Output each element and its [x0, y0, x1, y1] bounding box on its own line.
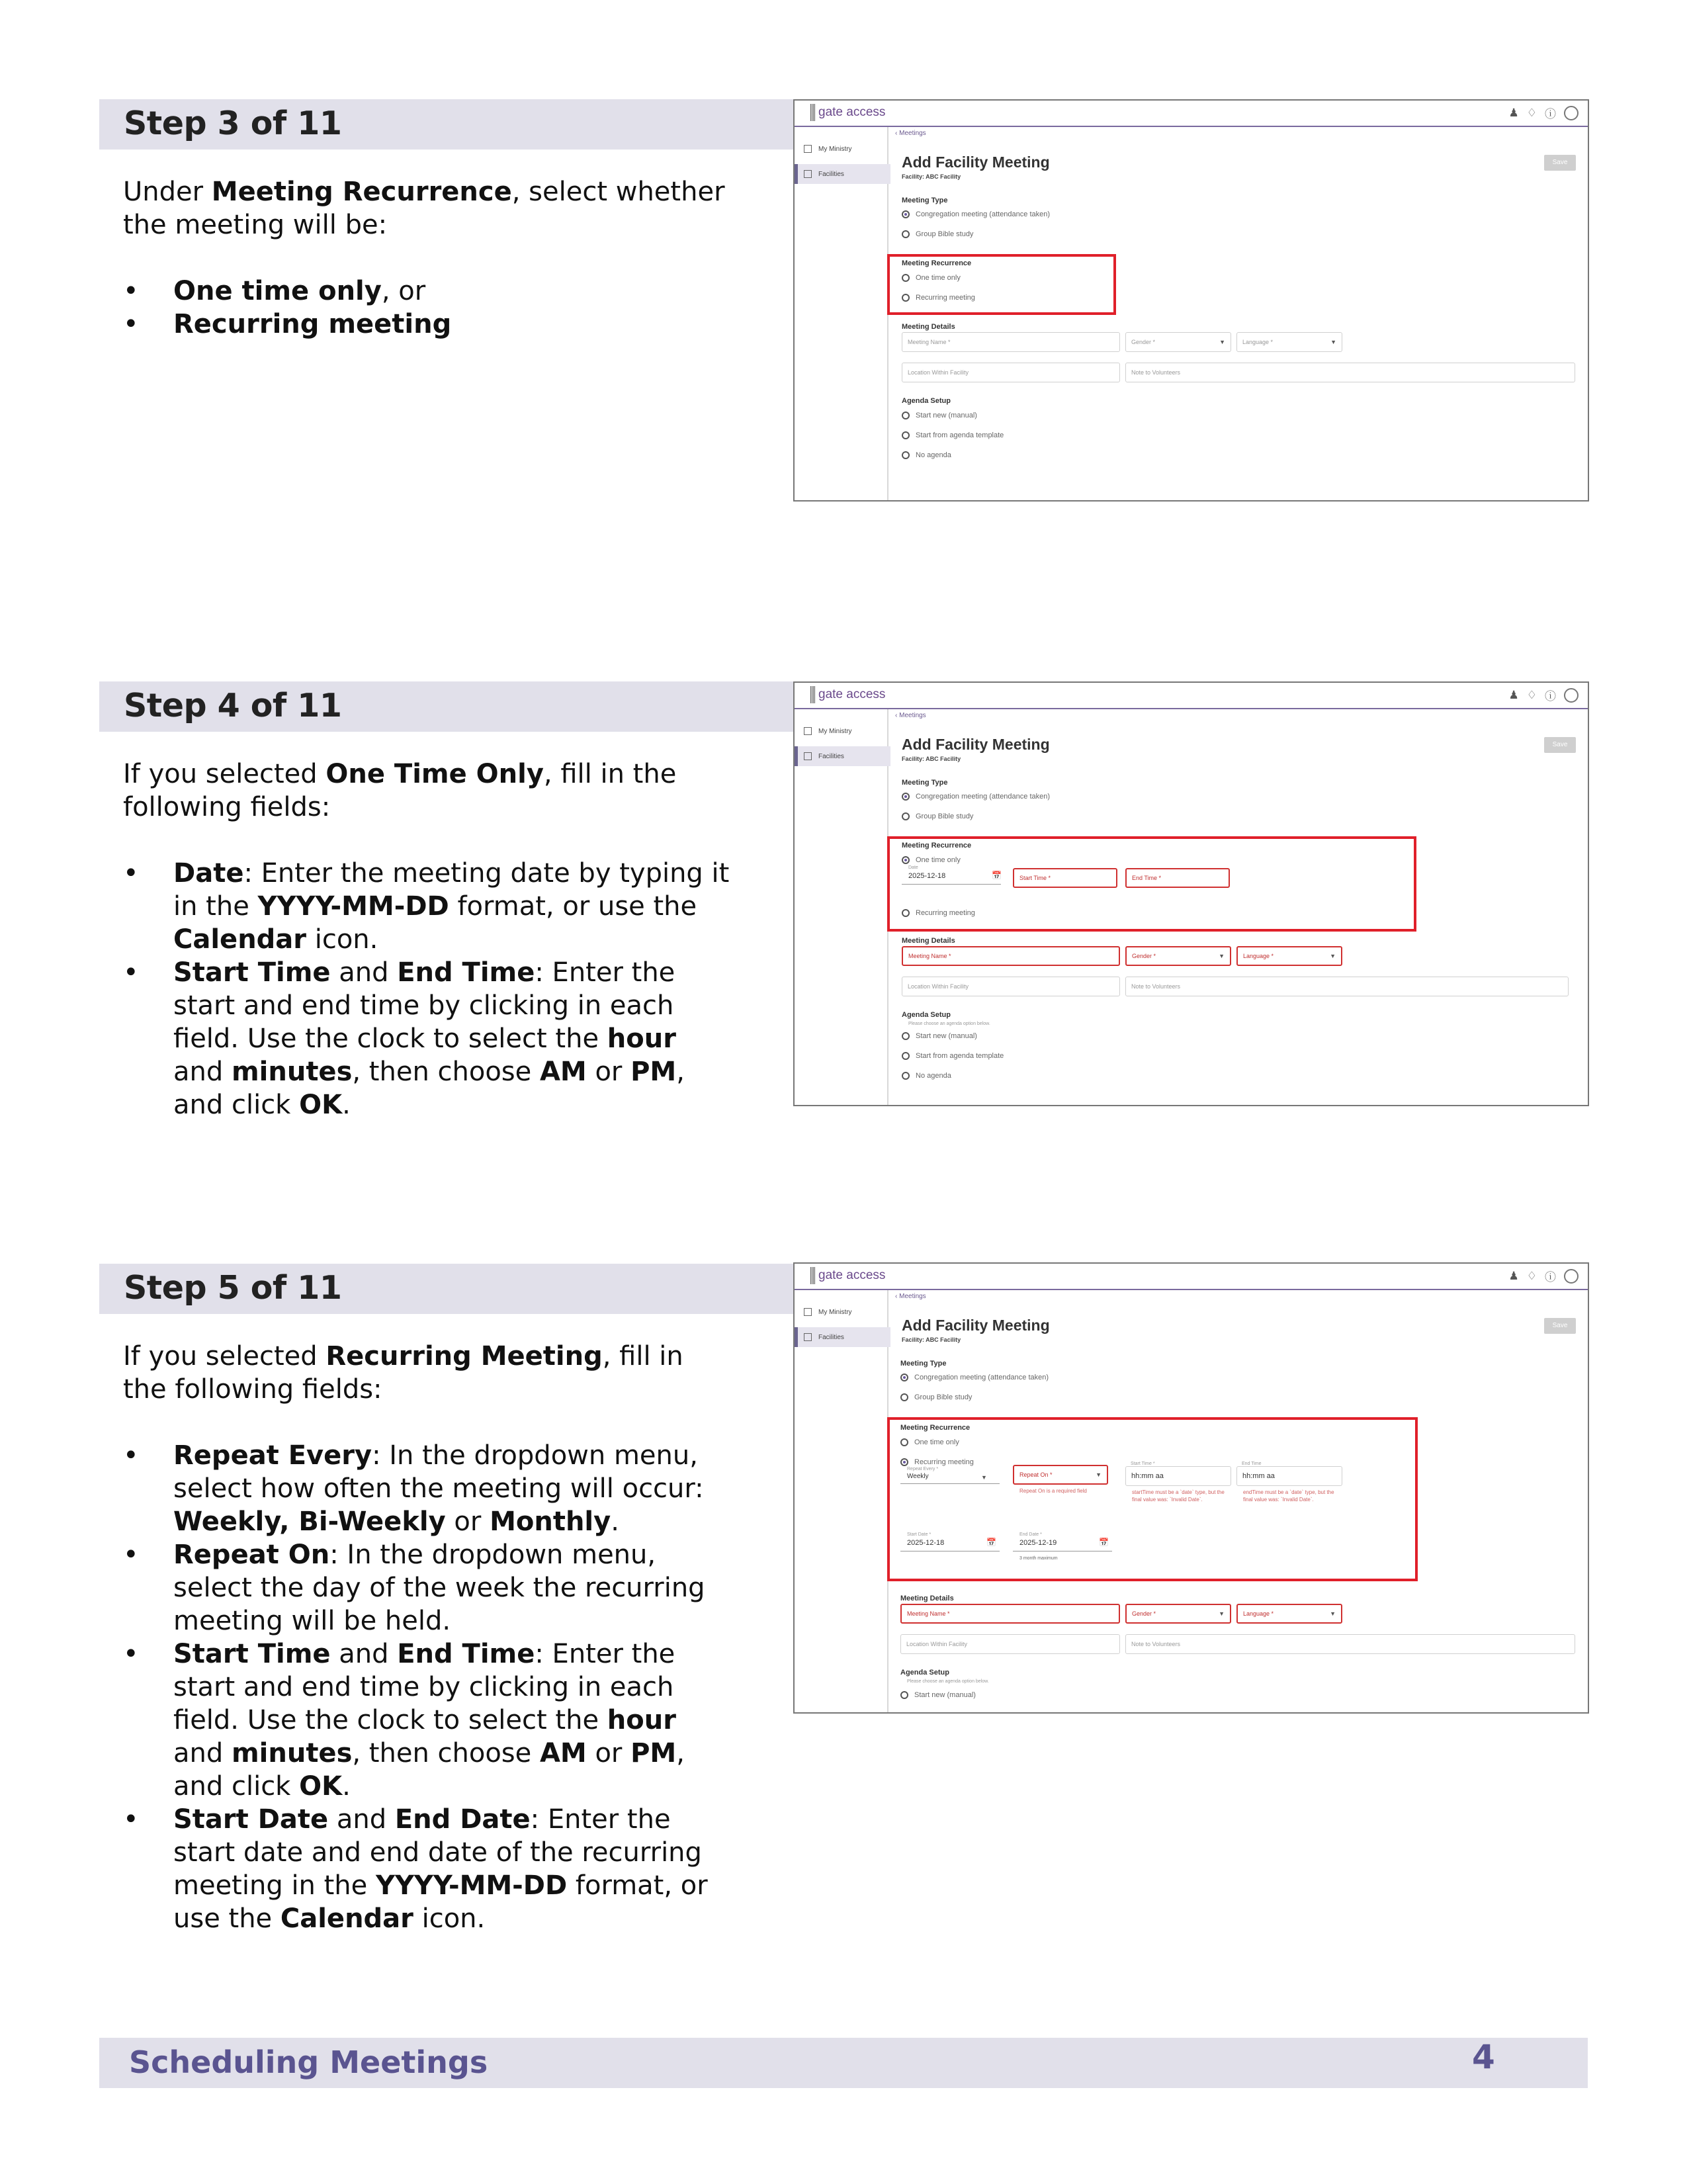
sidebar-item-my-ministry[interactable]: My Ministry: [795, 139, 887, 159]
radio-congregation[interactable]: Congregation meeting (attendance taken): [902, 210, 1050, 218]
location-input[interactable]: Location Within Facility: [902, 977, 1120, 996]
repeat-every-select[interactable]: Weekly: [907, 1473, 929, 1480]
location-input[interactable]: Location Within Facility: [902, 363, 1120, 382]
agenda-setup-label: Agenda Setup: [902, 397, 951, 405]
app-header: [795, 101, 1588, 127]
step-5-bullet-repeat-every: • Repeat Every: In the dropdown menu, select how often the meeting will occur: Weekly, Bi-Weekly or Monthly.: [123, 1440, 704, 1537]
step-5-intro: If you selected Recurring Meeting, fill in the following fields:: [123, 1341, 683, 1405]
agenda-setup-label: Agenda Setup: [902, 1011, 951, 1019]
sidebar-item-facilities[interactable]: Facilities: [795, 1327, 890, 1347]
briefcase-icon: [804, 727, 812, 735]
help-icon[interactable]: ⓘ: [1545, 690, 1556, 703]
sidebar-item-facilities[interactable]: Facilities: [795, 164, 890, 184]
radio-one-time[interactable]: One time only: [902, 274, 961, 282]
step-4-title: Step 4 of 11: [124, 687, 342, 724]
highlight-box: [887, 254, 1116, 315]
building-icon: [804, 752, 812, 760]
users-icon[interactable]: ♟: [1508, 1269, 1519, 1282]
language-select[interactable]: Language * ▼: [1236, 332, 1342, 352]
radio-bible-study[interactable]: Group Bible study: [902, 812, 973, 820]
step-5-bullet-time: • Start Time and End Time: Enter the start and end time by clicking in each field. Use the clock to select the hour and minutes, then choose AM or PM, and click OK.: [123, 1639, 685, 1802]
start-time-label: Start Time *: [1131, 1462, 1155, 1466]
app-header: [795, 683, 1588, 709]
screenshot-step-4: [793, 681, 1589, 1106]
note-input[interactable]: Note to Volunteers: [1125, 977, 1569, 996]
gate-access-logo: gate access: [810, 1266, 885, 1285]
sidebar: [795, 127, 888, 500]
bell-icon[interactable]: ♢: [1526, 688, 1537, 701]
repeat-every-label: Repeat Every *: [907, 1467, 939, 1471]
language-select[interactable]: Language * ▼: [1236, 946, 1342, 966]
meeting-type-label: Meeting Type: [902, 197, 948, 204]
meeting-type-label: Meeting Type: [900, 1360, 947, 1368]
help-icon[interactable]: ⓘ: [1545, 108, 1556, 120]
users-icon[interactable]: ♟: [1508, 688, 1519, 701]
users-icon[interactable]: ♟: [1508, 106, 1519, 119]
gate-access-logo: gate access: [810, 103, 885, 122]
radio-start-new[interactable]: Start new (manual): [902, 1032, 977, 1040]
agenda-setup-label: Agenda Setup: [900, 1669, 949, 1677]
start-date-value[interactable]: 2025-12-18: [907, 1539, 945, 1547]
repeat-on-error: Repeat On is a required field: [1019, 1488, 1087, 1494]
start-time-error: startTime must be a `date` type, but the final value was: `Invalid Date`.: [1132, 1489, 1225, 1503]
agenda-hint: Please choose an agenda option below.: [908, 1022, 990, 1026]
breadcrumb[interactable]: ‹ Meetings: [895, 712, 926, 719]
avatar-icon[interactable]: [1564, 1269, 1579, 1284]
radio-start-new[interactable]: Start new (manual): [900, 1691, 976, 1699]
building-icon: [804, 170, 812, 178]
agenda-hint: Please choose an agenda option below.: [907, 1679, 989, 1684]
step-3-title: Step 3 of 11: [124, 105, 342, 142]
meeting-recurrence-label: Meeting Recurrence: [902, 259, 972, 267]
sidebar-item-my-ministry[interactable]: My Ministry: [795, 1302, 887, 1322]
end-time-input[interactable]: End Time *: [1125, 868, 1230, 888]
meeting-details-label: Meeting Details: [900, 1594, 954, 1602]
briefcase-icon: [804, 1308, 812, 1316]
radio-congregation[interactable]: Congregation meeting (attendance taken): [900, 1374, 1049, 1381]
radio-no-agenda[interactable]: No agenda: [902, 451, 951, 459]
briefcase-icon: [804, 145, 812, 153]
note-input[interactable]: Note to Volunteers: [1125, 1634, 1575, 1654]
start-time-input[interactable]: hh:mm aa: [1125, 1466, 1231, 1486]
radio-bible-study[interactable]: Group Bible study: [900, 1393, 972, 1401]
radio-recurring[interactable]: Recurring meeting: [902, 294, 975, 302]
radio-template[interactable]: Start from agenda template: [902, 1052, 1004, 1060]
calendar-icon[interactable]: 📅: [992, 871, 1002, 880]
end-date-value[interactable]: 2025-12-19: [1019, 1539, 1057, 1547]
save-button[interactable]: Save: [1544, 737, 1576, 753]
page-title: Add Facility Meeting: [902, 153, 1050, 171]
meeting-details-label: Meeting Details: [902, 323, 955, 331]
step-4-intro: If you selected One Time Only, fill in the following fields:: [123, 759, 677, 822]
avatar-icon[interactable]: [1564, 106, 1579, 120]
page-subtitle: Facility: ABC Facility: [902, 1336, 961, 1343]
bell-icon[interactable]: ♢: [1526, 1269, 1537, 1282]
meeting-recurrence-label: Meeting Recurrence: [900, 1424, 971, 1432]
meeting-name-input[interactable]: Meeting Name *: [902, 332, 1120, 352]
radio-one-time[interactable]: One time only: [902, 856, 961, 864]
page-subtitle: Facility: ABC Facility: [902, 173, 961, 180]
gate-access-logo: gate access: [810, 685, 885, 704]
radio-template[interactable]: Start from agenda template: [902, 431, 1004, 439]
highlight-box: [887, 1417, 1418, 1581]
sidebar: [795, 709, 888, 1105]
start-date-label: Start Date *: [907, 1532, 931, 1537]
step-3-bullet-one-time: • One time only, or: [123, 276, 426, 306]
start-time-input[interactable]: Start Time *: [1013, 868, 1117, 888]
bell-icon[interactable]: ♢: [1526, 106, 1537, 119]
screenshot-step-3: [793, 99, 1589, 502]
building-icon: [804, 1333, 812, 1341]
radio-recurring[interactable]: Recurring meeting: [902, 909, 975, 917]
sidebar-item-facilities[interactable]: Facilities: [795, 746, 890, 766]
page-title: Add Facility Meeting: [902, 1317, 1050, 1334]
meeting-name-input[interactable]: Meeting Name *: [900, 1604, 1120, 1624]
step-5-bullet-repeat-on: • Repeat On: In the dropdown menu, select the day of the week the recurring meeting will be held.: [123, 1540, 705, 1636]
footer-title: Scheduling Meetings: [129, 2044, 488, 2080]
sidebar-item-my-ministry[interactable]: My Ministry: [795, 721, 887, 741]
sidebar: [795, 1290, 888, 1712]
step-4-bullet-date: • Date: Enter the meeting date by typing it in the YYYY-MM-DD format, or use the Calendar icon.: [123, 858, 730, 955]
avatar-icon[interactable]: [1564, 688, 1579, 703]
save-button[interactable]: Save: [1544, 155, 1576, 171]
step-3-text: [123, 175, 732, 341]
meeting-recurrence-label: Meeting Recurrence: [902, 842, 972, 850]
note-input[interactable]: Note to Volunteers: [1125, 363, 1575, 382]
chevron-down-icon[interactable]: ▼: [981, 1474, 987, 1481]
step-4-bullet-time: • Start Time and End Time: Enter the start and end time by clicking in each field. Use the clock to select the hour and minutes, then choose AM or PM, and click OK.: [123, 957, 685, 1120]
step-5-text: [123, 1340, 732, 1935]
highlight-box: [887, 836, 1416, 932]
calendar-icon[interactable]: 📅: [986, 1538, 996, 1547]
end-time-label: End Time: [1242, 1462, 1262, 1466]
date-value[interactable]: 2025-12-18: [908, 872, 946, 880]
screenshot-step-5: [793, 1262, 1589, 1714]
max-hint: 3 month maximum: [1019, 1556, 1058, 1561]
radio-bible-study[interactable]: Group Bible study: [902, 230, 973, 238]
gender-select[interactable]: Gender * ▼: [1125, 332, 1231, 352]
meeting-details-label: Meeting Details: [902, 937, 955, 945]
page-title: Add Facility Meeting: [902, 736, 1050, 753]
step-5-title: Step 5 of 11: [124, 1269, 342, 1307]
location-input[interactable]: Location Within Facility: [900, 1634, 1120, 1654]
save-button[interactable]: Save: [1544, 1318, 1576, 1334]
end-time-input[interactable]: hh:mm aa: [1236, 1466, 1342, 1486]
end-date-label: End Date *: [1019, 1532, 1042, 1537]
radio-recurring[interactable]: Recurring meeting: [900, 1458, 974, 1466]
step-3-intro: Under Meeting Recurrence, select whether the meeting will be:: [123, 177, 725, 240]
end-time-error: endTime must be a `date` type, but the final value was: `Invalid Date`.: [1243, 1489, 1334, 1503]
meeting-name-input[interactable]: Meeting Name *: [902, 946, 1120, 966]
page-number: 4: [1472, 2038, 1495, 2076]
gender-select[interactable]: Gender * ▼: [1125, 1604, 1231, 1624]
step-4-text: [123, 758, 732, 1121]
breadcrumb[interactable]: ‹ Meetings: [895, 130, 926, 137]
date-label: Date: [908, 865, 918, 870]
radio-no-agenda[interactable]: No agenda: [902, 1072, 951, 1080]
breadcrumb[interactable]: ‹ Meetings: [895, 1293, 926, 1300]
language-select[interactable]: Language * ▼: [1236, 1604, 1342, 1624]
meeting-type-label: Meeting Type: [902, 779, 948, 787]
gender-select[interactable]: Gender * ▼: [1125, 946, 1231, 966]
radio-one-time[interactable]: One time only: [900, 1438, 959, 1446]
page-subtitle: Facility: ABC Facility: [902, 756, 961, 762]
step-5-bullet-dates: • Start Date and End Date: Enter the start date and end date of the recurring meeting in the YYYY-MM-DD format, or use the Calendar icon.: [123, 1804, 708, 1934]
app-header: [795, 1264, 1588, 1290]
step-3-bullet-recurring: • Recurring meeting: [123, 309, 452, 339]
radio-start-new[interactable]: Start new (manual): [902, 412, 977, 419]
calendar-icon[interactable]: 📅: [1099, 1538, 1109, 1547]
repeat-on-select[interactable]: Repeat On * ▼: [1013, 1465, 1108, 1485]
radio-congregation[interactable]: Congregation meeting (attendance taken): [902, 793, 1050, 801]
help-icon[interactable]: ⓘ: [1545, 1271, 1556, 1284]
